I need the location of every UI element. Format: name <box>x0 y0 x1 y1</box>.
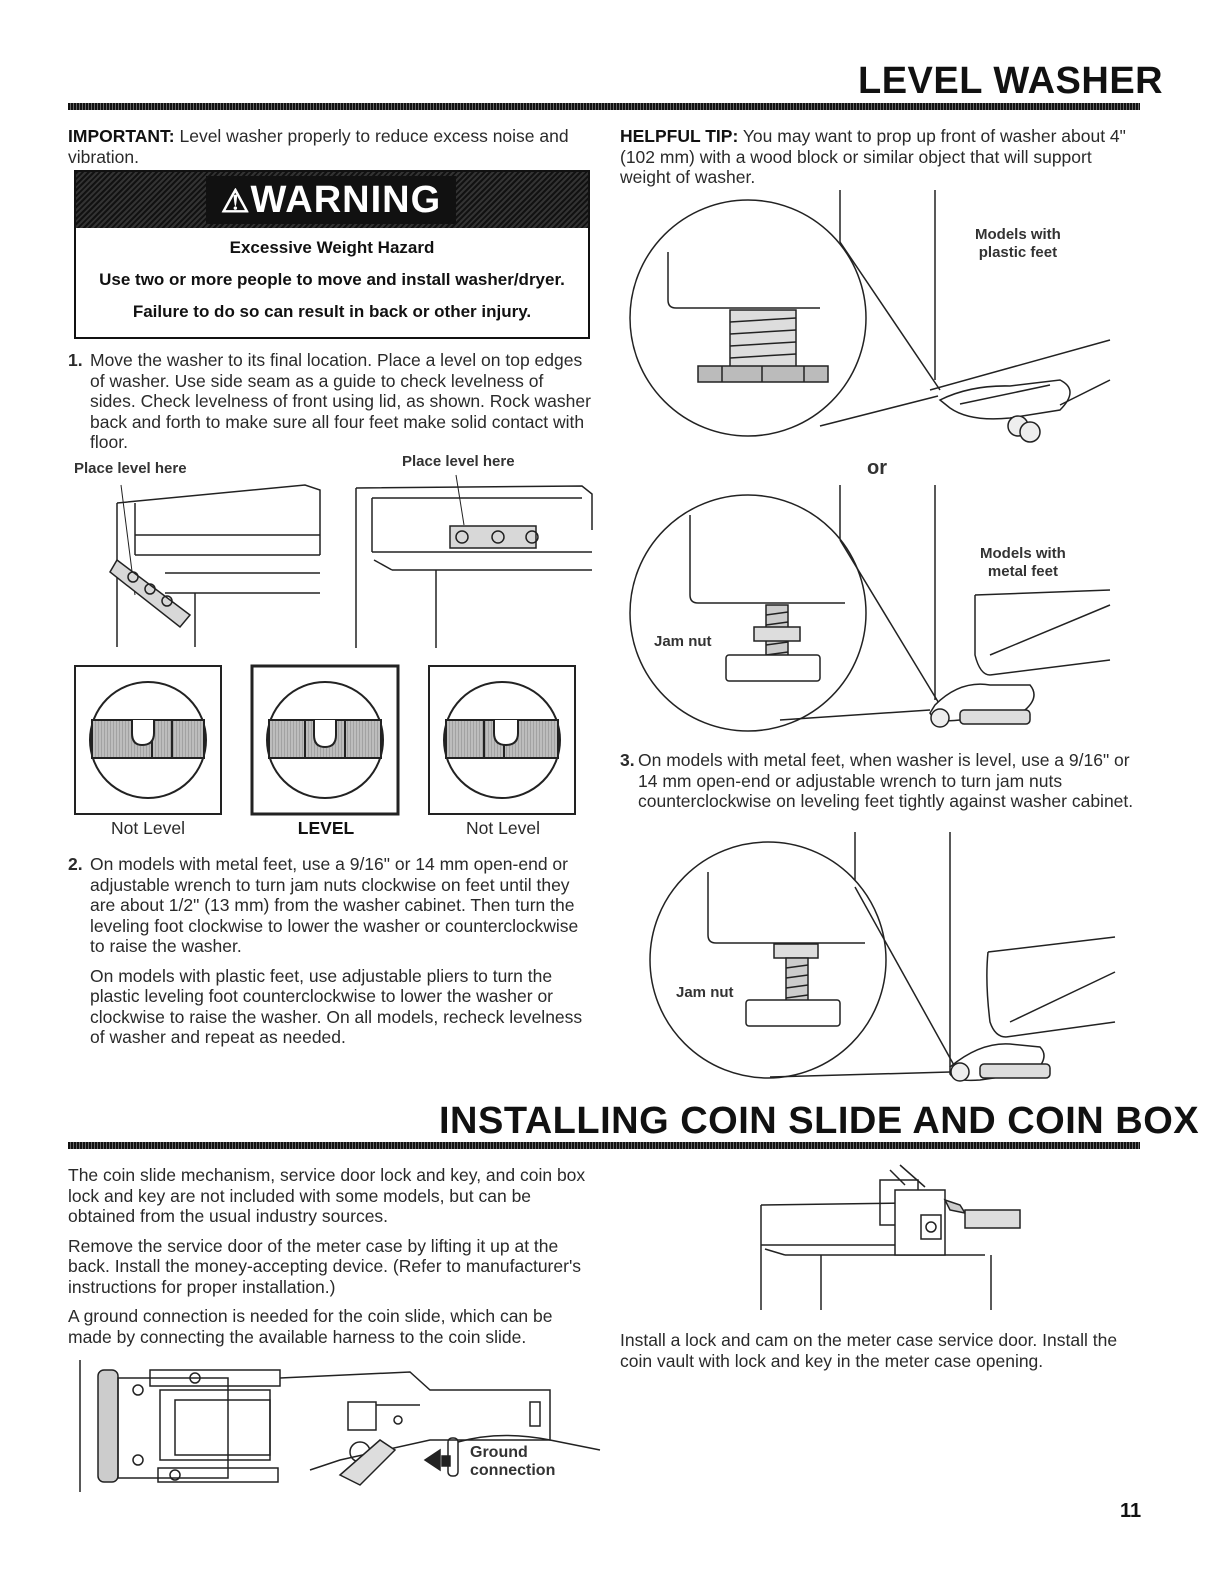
warning-hazard: Excessive Weight Hazard <box>229 238 435 257</box>
level-bubble-illustrations <box>74 665 576 817</box>
meter-case-illustration <box>755 1165 1035 1315</box>
meter-case-instructions: Install a lock and cam on the meter case service door. Install the coin vault with lock and key in the meter case opening. <box>620 1330 1118 1371</box>
page-number: 11 <box>1120 1500 1142 1522</box>
step-2-text: On models with metal feet, use a 9/16" or 14 mm open-end or adjustable wrench to turn jam nuts clockwise on feet until they are about 1/2" (13 mm) from the washer cabinet. Then turn the leveling foot clockwise to lower the washer or counterclockwise to raise the washer. <box>90 854 579 956</box>
helpful-tip <box>620 126 1140 188</box>
step-2-number: 2. <box>68 854 83 874</box>
coin-instructions <box>68 1165 593 1347</box>
metal-feet-label <box>980 545 1066 581</box>
jam-nut-label-2: Jam nut <box>676 984 734 1001</box>
step-2 <box>68 854 593 1048</box>
place-level-label-right: Place level here <box>402 453 515 470</box>
or-label: or <box>867 457 887 479</box>
coin-para-3: A ground connection is needed for the coin slide, which can be made by connecting the available harness to the coin slide. <box>68 1306 553 1347</box>
warning-triangle-icon: ⚠ <box>220 183 251 219</box>
warning-box <box>74 170 590 339</box>
metal-feet-illustration <box>630 485 1120 755</box>
section-rule-coin <box>68 1142 1140 1149</box>
important-text: Level washer properly to reduce excess noise and vibration. <box>68 126 569 167</box>
washer-front-level-illustration <box>352 480 597 650</box>
jam-nut-label-1: Jam nut <box>654 633 712 650</box>
coin-para-2: Remove the service door of the meter case by lifting it up at the back. Install the money-accepting device. (Refer to manufacturer's instructions for proper installation.) <box>68 1235 582 1297</box>
metal-feet-label-line-1: Models with <box>980 545 1066 562</box>
warning-title: ⚠WARNING <box>206 176 456 224</box>
section-title-level-washer: LEVEL WASHER <box>858 60 1164 102</box>
ground-connection-label-line-2: connection <box>470 1462 556 1479</box>
important-label: IMPORTANT: <box>68 126 175 146</box>
level-caption-center: LEVEL <box>297 818 355 838</box>
plastic-feet-label-line-1: Models with <box>975 226 1061 243</box>
warning-line-1: Use two or more people to move and install washer/dryer. <box>99 270 565 289</box>
step-2-text-b: On models with plastic feet, use adjustable pliers to turn the plastic leveling foot counterclockwise to lower the washer or clockwise to raise the washer. On all models, recheck levelness of washer and repeat as needed. <box>90 965 583 1047</box>
coin-para-1: The coin slide mechanism, service door lock and key, and coin box lock and key are not included with some models, but can be obtained from the usual industry sources. <box>68 1165 586 1226</box>
washer-side-level-illustration <box>105 475 330 650</box>
section-rule <box>68 103 1140 110</box>
section-title-coin: INSTALLING COIN SLIDE AND COIN BOX <box>439 1100 1200 1142</box>
plastic-feet-label <box>975 226 1061 262</box>
important-note <box>68 126 588 167</box>
level-caption-right: Not Level <box>466 818 540 838</box>
step-1 <box>68 350 593 453</box>
step-3-number: 3. <box>620 750 635 770</box>
plastic-feet-label-line-2: plastic feet <box>978 244 1058 261</box>
level-caption-left: Not Level <box>111 818 185 838</box>
step-1-number: 1. <box>68 350 83 370</box>
step-3 <box>620 750 1140 812</box>
step-3-text: On models with metal feet, when washer is level, use a 9/16" or 14 mm open-end or adjustable wrench to turn jam nuts counterclockwise on leveling feet tightly against washer cabinet. <box>638 750 1134 811</box>
warning-line-2: Failure to do so can result in back or other injury. <box>132 302 532 321</box>
ground-connection-label <box>470 1444 555 1480</box>
helpful-tip-label: HELPFUL TIP: <box>620 126 739 146</box>
place-level-label-left: Place level here <box>74 460 187 477</box>
helpful-tip-text: You may want to prop up front of washer about 4" (102 mm) with a wood block or similar object that will support weight of washer. <box>620 126 1126 187</box>
jam-nut-tighten-illustration <box>650 832 1120 1082</box>
step-1-text: Move the washer to its final location. Place a level on top edges of washer. Use side seam as a guide to check levelness of sides. Check levelness of front using lid, as shown. Rock washer back and forth to make sure all four feet make solid contact with floor. <box>90 350 591 452</box>
metal-feet-label-line-2: metal feet <box>987 563 1058 580</box>
ground-connection-label-line-1: Ground <box>470 1444 528 1461</box>
